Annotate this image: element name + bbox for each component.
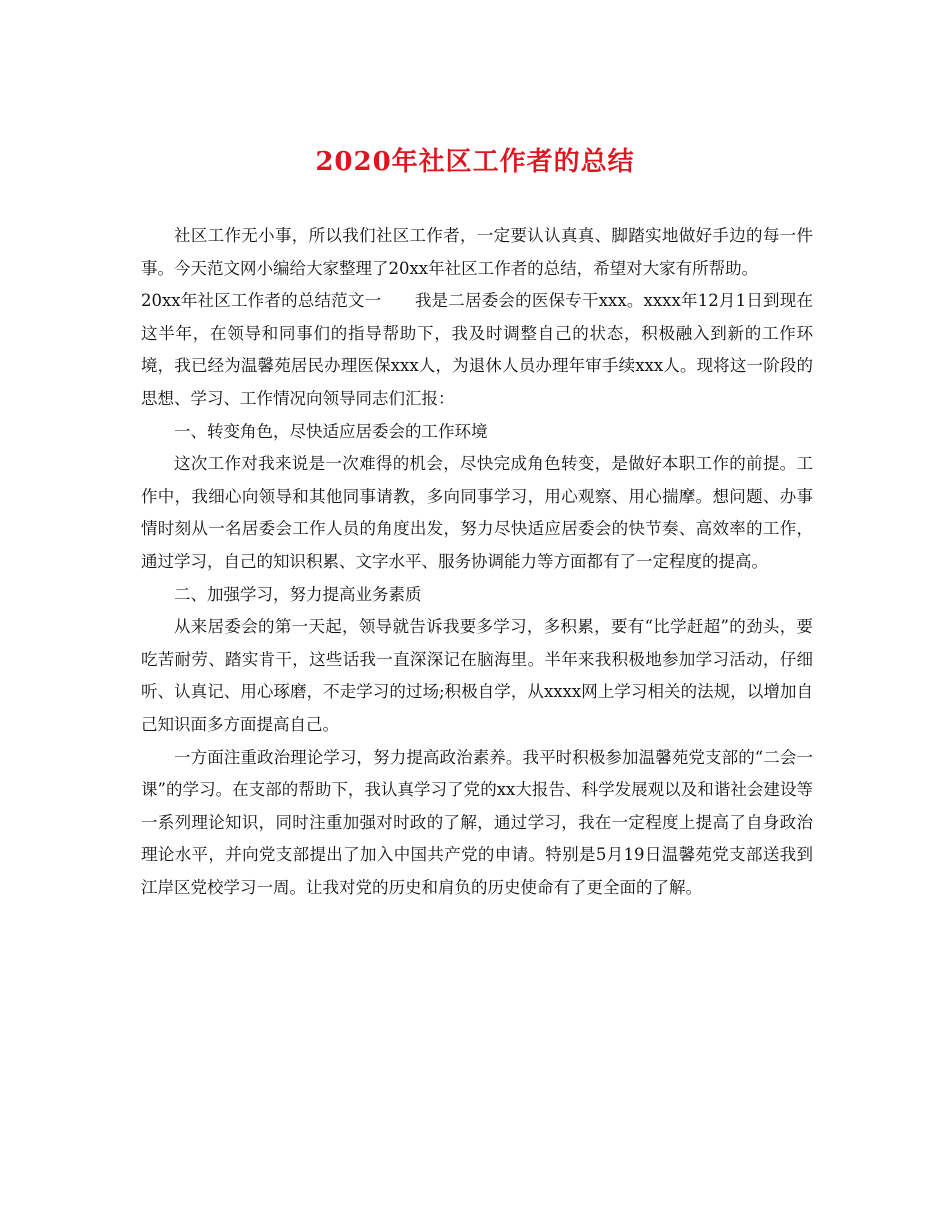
section-heading-two: 二、加强学习，努力提高业务素质: [174, 584, 422, 604]
politics-study-paragraph: 一方面注重政治理论学习，努力提高政治素养。我平时积极参加温馨苑党支部的“二会一课”的学习。在支部的帮助下，我认真学习了党的xx大报告、科学发展观以及和谐社会建设等一系列理论知识，同时注重加强对时政的了解，通过学习，我在一定程度上提高了自身政治理论水平，并向党支部提出了加入中国共产党的申请。特别是5月19日温馨苑党支部送我到江岸区党校学习一周。让我对党的历史和肩负的历史使命有了更全面的了解。: [141, 747, 813, 897]
document-title: 2020年社区工作者的总结: [315, 147, 635, 177]
intro-paragraph: 社区工作无小事，所以我们社区工作者，一定要认认真真、脚踏实地做好手边的每一件事。今天范文网小编给大家整理了20xx年社区工作者的总结，希望对大家有所帮助。: [141, 226, 813, 278]
sample-one-paragraph: 20xx年社区工作者的总结范文一 我是二居委会的医保专干xxx。xxxx年12月1日到现在这半年，在领导和同事们的指导帮助下，我及时调整自己的状态，积极融入到新的工作环境，我已经为温馨苑居民办理医保xxx人，为退休人员办理年审手续xxx人。现将这一阶段的思想、学习、工作情况向领导同志们汇报：: [141, 291, 813, 408]
document-body: [141, 220, 813, 904]
section-heading-one: 一、转变角色，尽快适应居委会的工作环境: [174, 421, 488, 441]
section-one-paragraph: 这次工作对我来说是一次难得的机会，尽快完成角色转变，是做好本职工作的前提。工作中，我细心向领导和其他同事请教，多向同事学习，用心观察、用心揣摩。想问题、办事情时刻从一名居委会工作人员的角度出发，努力尽快适应居委会的快节奏、高效率的工作，通过学习，自己的知识积累、文字水平、服务协调能力等方面都有了一定程度的提高。: [141, 454, 813, 571]
section-two-paragraph: 从来居委会的第一天起，领导就告诉我要多学习，多积累，要有“比学赶超”的劲头，要吃苦耐劳、踏实肯干，这些话我一直深深记在脑海里。半年来我积极地参加学习活动，仔细听、认真记、用心琢磨，不走学习的过场;积极自学，从xxxx网上学习相关的法规，以增加自己知识面多方面提高自己。: [141, 617, 813, 734]
